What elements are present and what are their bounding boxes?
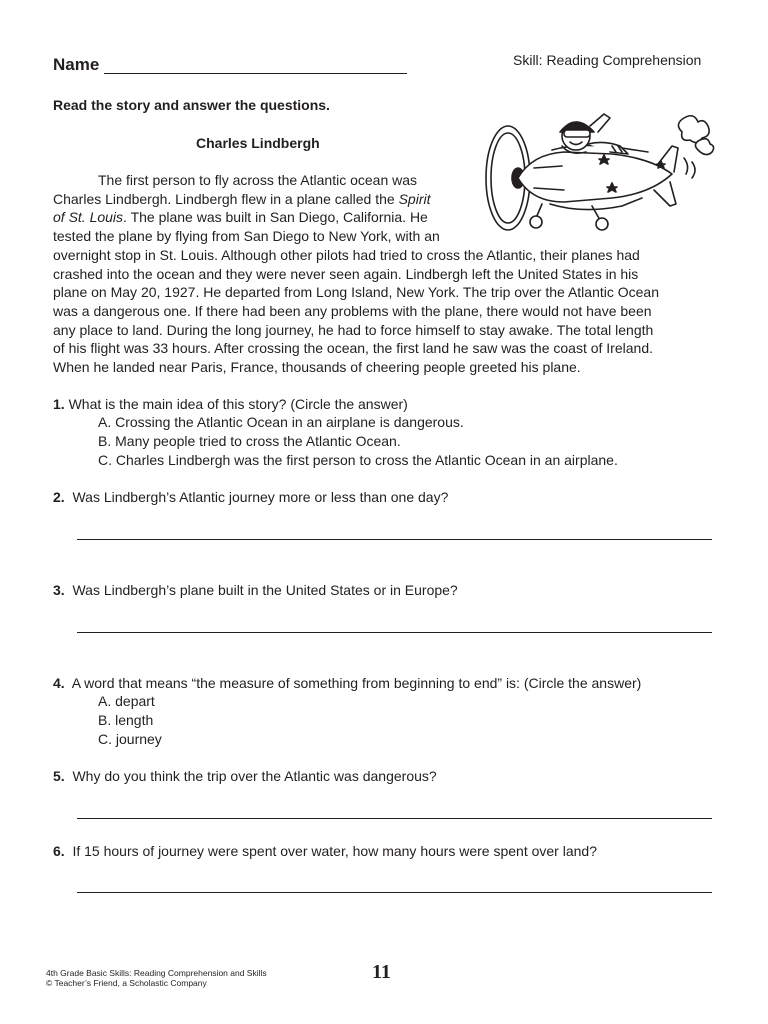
question-number: 3.	[53, 582, 65, 598]
question-3	[53, 582, 458, 598]
footer-credits	[46, 968, 267, 988]
footer-copyright: © Teacher’s Friend, a Scholastic Company	[46, 978, 207, 988]
story-line: of his flight was 33 hours. After crossing the ocean, the first land he saw was the coast of Ireland.	[53, 340, 653, 357]
option-1c[interactable]: C. Charles Lindbergh was the first person to cross the Atlantic Ocean in an airplane.	[98, 452, 618, 468]
question-4	[53, 675, 641, 691]
question-text: If 15 hours of journey were spent over water, how many hours were spent over land?	[72, 843, 597, 859]
story-line: plane on May 20, 1927. He departed from Long Island, New York. The trip over the Atlantic Ocean	[53, 284, 659, 301]
answer-line-5[interactable]	[77, 818, 712, 819]
question-1	[53, 396, 408, 412]
option-1b[interactable]: B. Many people tried to cross the Atlantic Ocean.	[98, 433, 401, 449]
answer-line-3[interactable]	[77, 632, 712, 633]
question-text: Was Lindbergh’s Atlantic journey more or less than one day?	[72, 489, 449, 505]
story-line: of St. Louis. The plane was built in San Diego, California. He	[53, 209, 428, 226]
question-number: 6.	[53, 843, 65, 859]
option-1a[interactable]: A. Crossing the Atlantic Ocean in an airplane is dangerous.	[98, 414, 464, 430]
story-title: Charles Lindbergh	[196, 135, 320, 151]
story-line: The first person to fly across the Atlantic ocean was	[98, 172, 418, 188]
question-6	[53, 843, 597, 859]
question-5	[53, 768, 437, 784]
question-text: What is the main idea of this story? (Circle the answer)	[68, 396, 408, 412]
question-2	[53, 489, 448, 505]
story-line: any place to land. During the long journey, he had to force himself to stay awake. The total length	[53, 321, 654, 338]
story-line: was a dangerous one. If there had been any problems with the plane, there would not have been	[53, 302, 652, 319]
answer-line-2[interactable]	[77, 539, 712, 540]
story-line: overnight stop in St. Louis. Although other pilots had tried to cross the Atlantic, their planes had	[53, 246, 640, 263]
story-line: crashed into the ocean and they were never seen again. Lindbergh left the United States in his	[53, 265, 639, 282]
question-number: 4.	[53, 675, 65, 691]
question-number: 5.	[53, 768, 65, 784]
question-text: Was Lindbergh’s plane built in the United States or in Europe?	[72, 582, 458, 598]
question-text: Why do you think the trip over the Atlantic was dangerous?	[72, 768, 437, 784]
option-4b[interactable]: B. length	[98, 712, 154, 728]
question-number: 2.	[53, 489, 65, 505]
story-line: Charles Lindbergh. Lindbergh flew in a plane called the Spirit	[53, 190, 431, 207]
story-line: When he landed near Paris, France, thousands of cheering people greeted his plane.	[53, 359, 581, 376]
skill-label: Skill: Reading Comprehension	[513, 52, 702, 68]
story-line: tested the plane by flying from San Diego to New York, with an	[53, 228, 440, 245]
footer-book-title: 4th Grade Basic Skills: Reading Comprehension and Skills	[46, 968, 267, 978]
option-4a[interactable]: A. depart	[98, 693, 155, 709]
name-blank-line[interactable]	[104, 73, 407, 74]
question-text: A word that means “the measure of something from beginning to end” is: (Circle the answer)	[71, 675, 642, 691]
story-text	[53, 171, 718, 377]
option-4c[interactable]: C. journey	[98, 731, 162, 747]
question-number: 1.	[53, 396, 65, 412]
name-label: Name	[53, 55, 100, 74]
instructions: Read the story and answer the questions.	[53, 97, 330, 113]
answer-line-6[interactable]	[77, 892, 712, 893]
page-number: 11	[372, 961, 391, 983]
